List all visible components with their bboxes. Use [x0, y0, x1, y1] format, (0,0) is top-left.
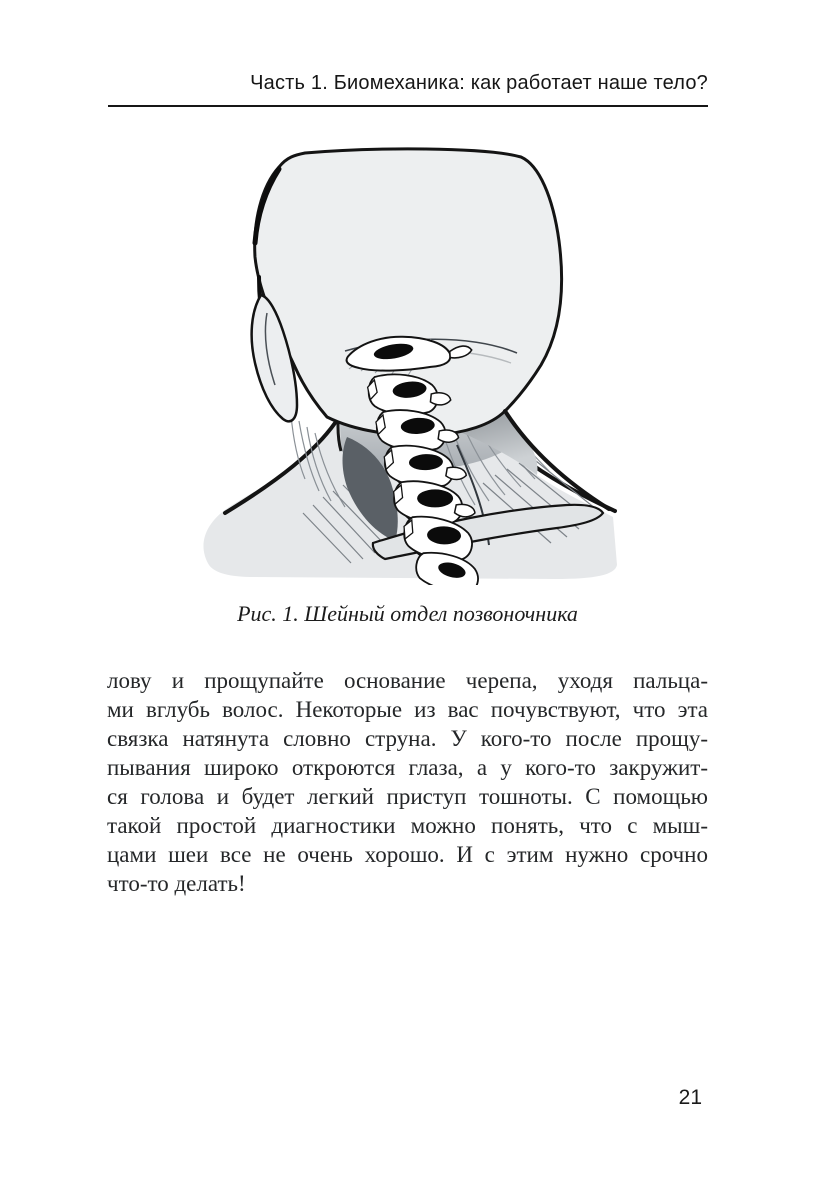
- body-line: пывания широко откроются глаза, а у кого-то закружит-: [107, 755, 708, 780]
- cervical-spine-figure: [195, 145, 625, 585]
- header-rule: [108, 105, 708, 107]
- body-line: ми вглубь волос. Некоторые из вас почувствуют, что эта: [107, 697, 708, 722]
- body-line: такой простой диагностики можно понять, что с мыш-: [107, 813, 708, 838]
- body-line: ся голова и будет легкий приступ тошноты. С помощью: [107, 784, 708, 809]
- cervical-spine-illustration: [195, 145, 625, 585]
- body-line: лову и прощупайте основание черепа, уходя пальца-: [107, 668, 708, 693]
- body-line: что-то делать!: [107, 871, 246, 896]
- body-paragraph: [107, 666, 708, 898]
- body-line: цами шеи все не очень хорошо. И с этим нужно срочно: [107, 842, 708, 867]
- page-number: 21: [678, 1086, 702, 1109]
- running-head: Часть 1. Биомеханика: как работает наше тело?: [250, 72, 708, 94]
- figure-caption: Рис. 1. Шейный отдел позвоночника: [237, 601, 578, 626]
- body-line: связка натянута словно струна. У кого-то после прощу-: [107, 726, 708, 751]
